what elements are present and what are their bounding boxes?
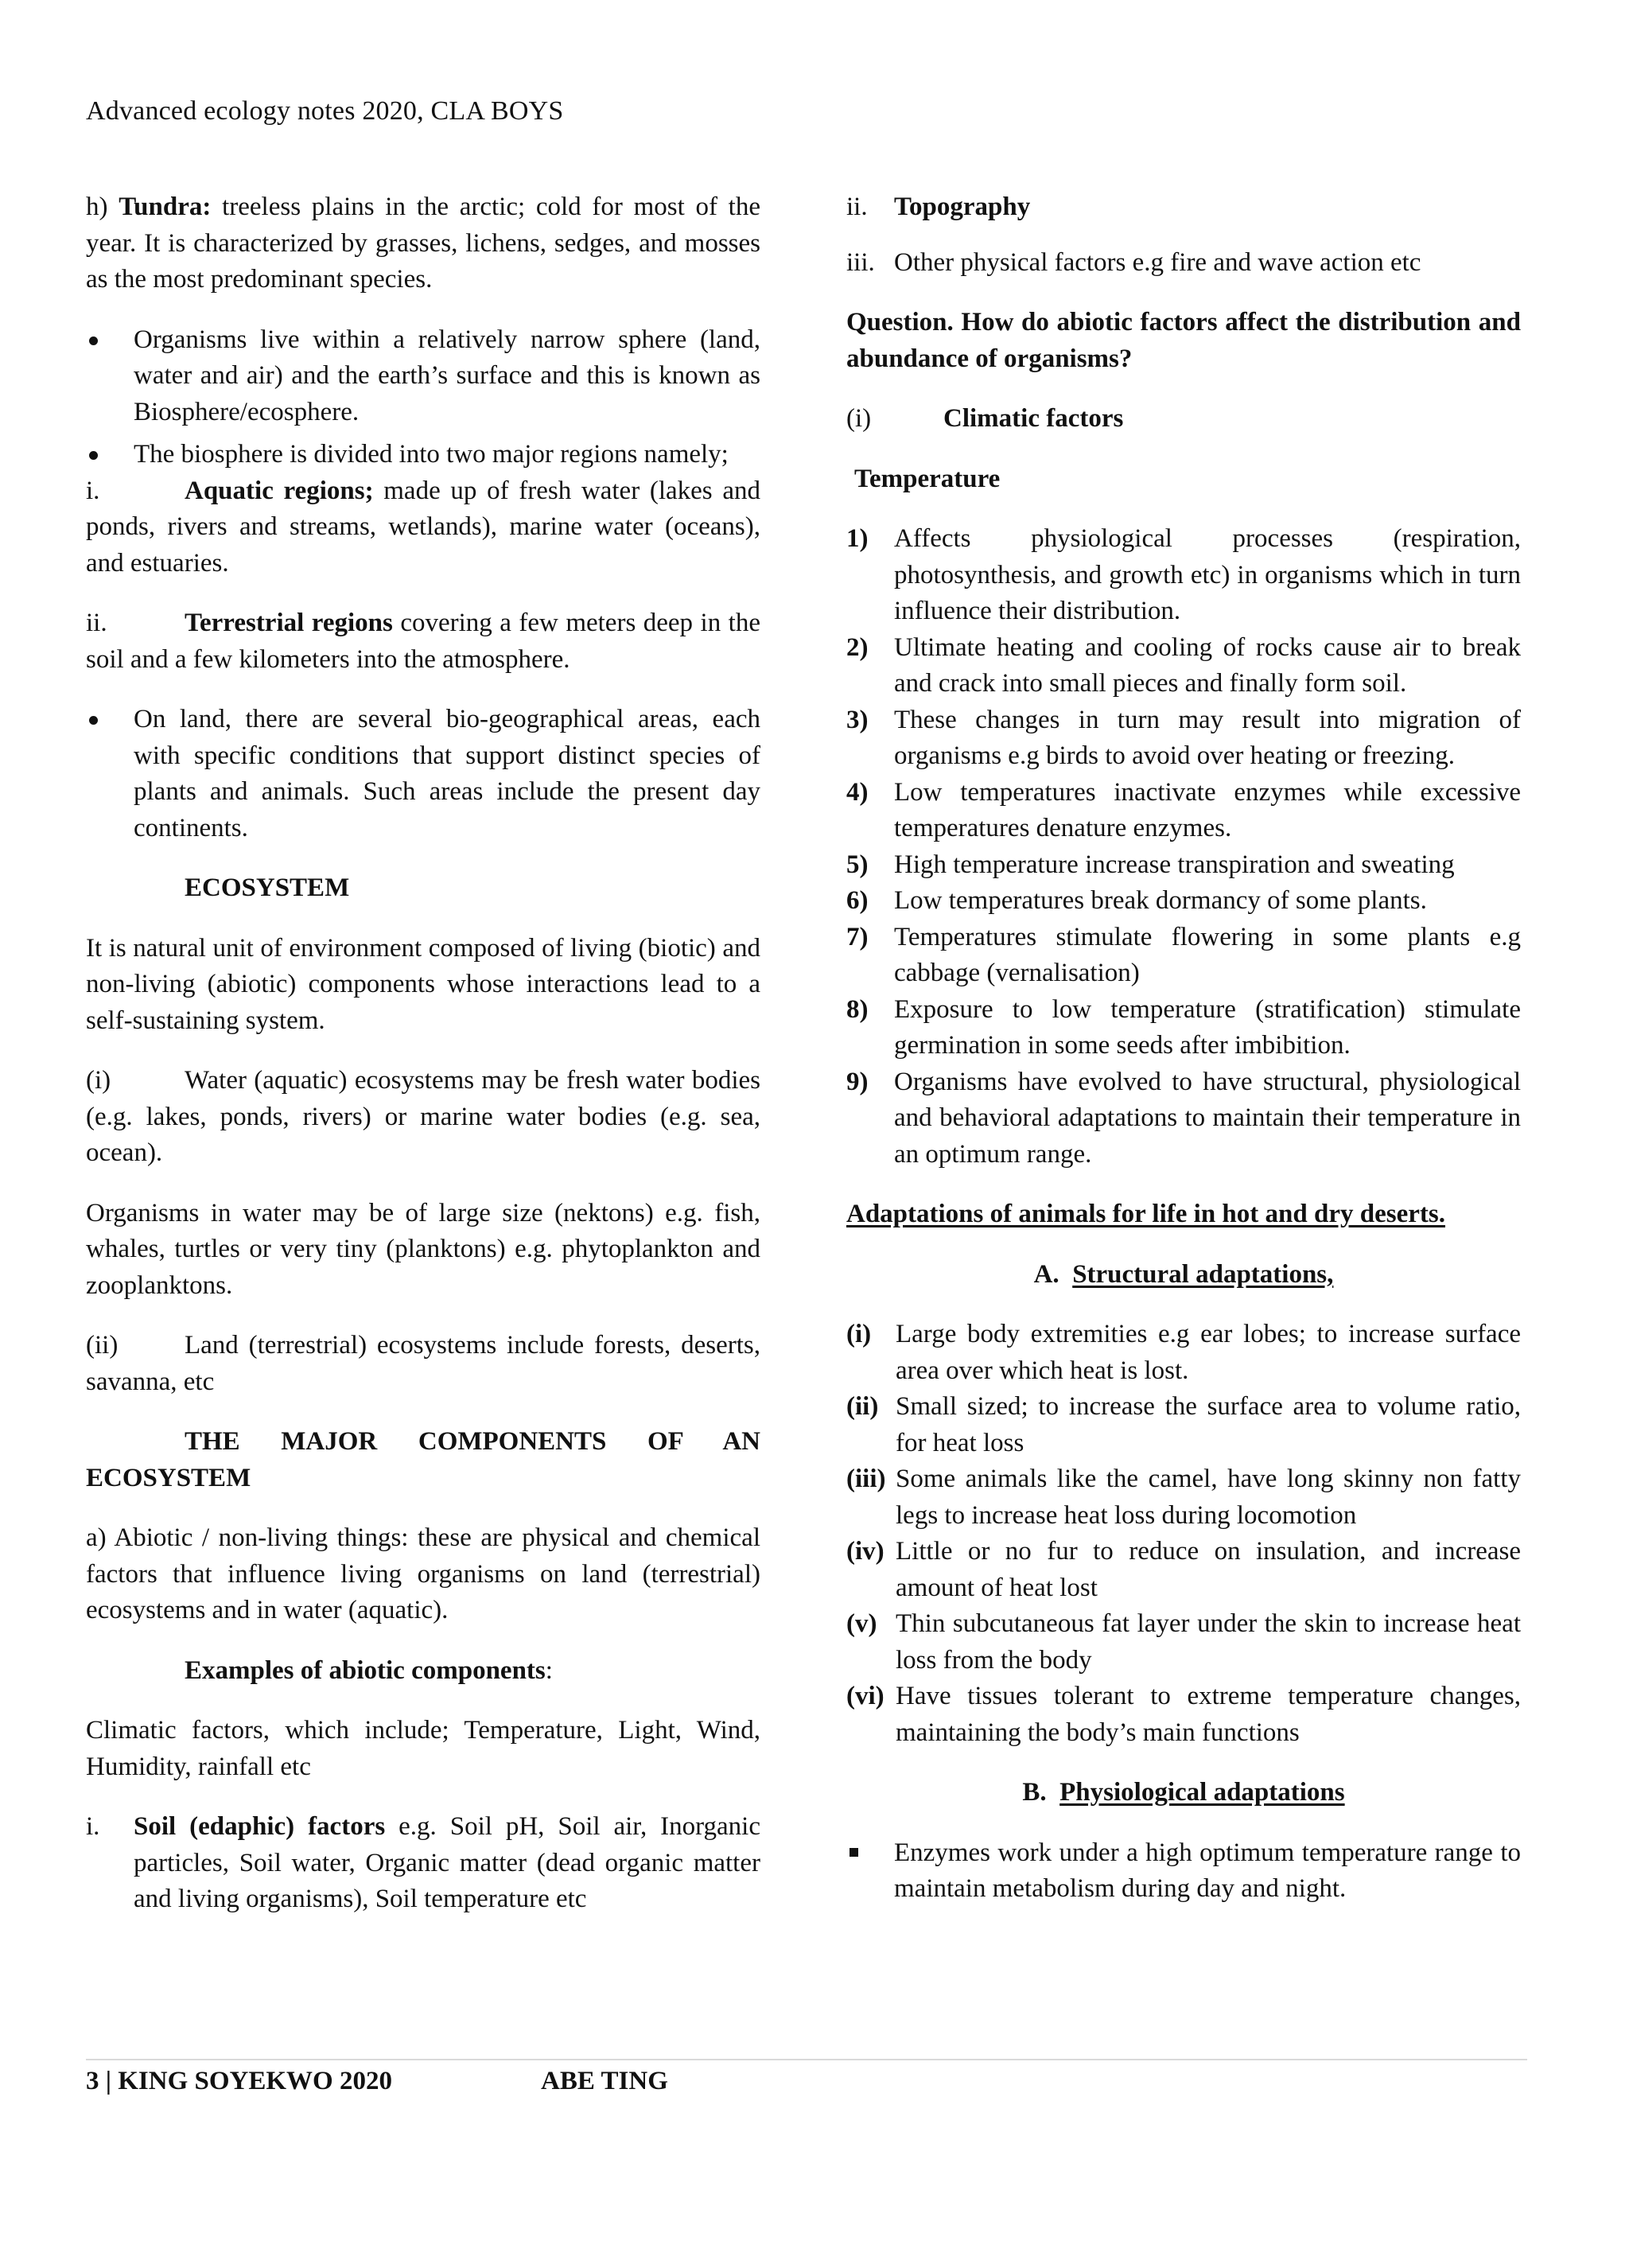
list-item-number: (ii) [846,1392,879,1421]
organisms-in-water-paragraph: Organisms in water may be of large size (nektons) e.g. fish, whales, turtles or very tiny (planktons) e.g. phytoplankton and zooplanktons. [86,1198,760,1300]
water-ecosystems-paragraph: (i) Water (aquatic) ecosystems may be fresh water bodies (e.g. lakes, ponds, rivers) or marine water bodies (e.g. sea, ocean). [86,1066,760,1167]
examples-heading: Examples of abiotic components: [185,1655,553,1685]
list-item: Enzymes work under a high optimum temperature range to maintain metabolism during day and night. [846,1835,1521,1908]
list-item [846,775,1521,847]
tundra-label: Tundra: [119,193,212,221]
list-item [846,1317,1521,1389]
abiotic-paragraph: a) Abiotic / non-living things: these are physical and chemical factors that influence living organisms on land (terrestrial) ecosystems and in water (aquatic). [86,1523,760,1624]
list-item-text: Large body extremities e.g ear lobes; to increase surface area over which heat is lost. [896,1320,1521,1385]
list-item [846,630,1521,702]
list-item-number: 7) [846,922,869,951]
temperature-heading: Temperature [854,464,1001,493]
physiological-points [846,1835,1521,1908]
list-item-text: These changes in turn may result into migration of organisms e.g birds to avoid over heating or freezing. [894,705,1521,770]
components-heading: THE MAJOR COMPONENTS OF AN ECOSYSTEM [86,1427,760,1492]
footer-left: 3 | KING SOYEKWO 2020 [86,2067,392,2095]
list-item [846,883,1521,920]
list-item-number: (vi) [846,1682,884,1710]
topography-item: ii. Topography [846,193,1031,221]
list-item-text: Small sized; to increase the surface area to volume ratio, for heat loss [896,1392,1521,1457]
list-item-number: (i) [846,1320,872,1348]
continents-bullets [86,702,760,846]
list-item: Organisms live within a relatively narrow sphere (land, water and air) and the earth’s surface and this is known as Biosphere/ecosphere. [86,322,760,431]
question-heading: Question. How do abiotic factors affect the distribution and abundance of organisms? [846,308,1521,373]
ecosystem-heading: ECOSYSTEM [185,873,350,902]
list-item-text: Organisms have evolved to have structural, physiological and behavioral adaptations to maintain their temperature in an optimum range. [894,1067,1521,1169]
list-item-number: 3) [846,705,869,734]
list-item [846,1064,1521,1173]
list-item [846,521,1521,630]
bullet-icon [89,451,98,460]
page-footer [86,2064,668,2099]
list-item [846,1389,1521,1461]
list-item-number: 1) [846,524,869,553]
footer-right: ABE TING [541,2067,668,2095]
list-item-number: (v) [846,1609,877,1638]
climatic-factors-heading: (i) Climatic factors [846,404,1124,433]
list-item [846,702,1521,775]
temperature-points [846,521,1521,1173]
list-item [846,992,1521,1064]
tundra-paragraph: h) Tundra: treeless plains in the arctic; cold for most of the year. It is characterized by grasses, lichens, sedges, and mosses as the most predominant species. [86,193,760,294]
list-item-number: 9) [846,1067,869,1096]
list-item [846,1606,1521,1679]
ecosystem-definition: It is natural unit of environment composed of living (biotic) and non-living (abiotic) components whose interactions lead to a self-sustaining system. [86,933,760,1035]
list-item-text: Little or no fur to reduce on insulation, and increase amount of heat lost [896,1537,1521,1602]
page-header: Advanced ecology notes 2020, CLA BOYS [86,96,564,126]
adaptations-heading: Adaptations of animals for life in hot and dry deserts. [846,1200,1445,1228]
list-item-text: Exposure to low temperature (stratification) stimulate germination in some seeds after imbibition. [894,994,1521,1060]
list-item [846,1534,1521,1606]
list-item-text: Thin subcutaneous fat layer under the skin to increase heat loss from the body [896,1609,1521,1675]
physiological-heading: B. Physiological adaptations [1022,1778,1345,1807]
terrestrial-regions-paragraph: ii. Terrestrial regions covering a few meters deep in the soil and a few kilometers into the atmosphere. [86,609,760,674]
structural-heading: A. Structural adaptations, [1033,1259,1334,1289]
list-item-number: 6) [846,886,869,915]
list-item-number: 8) [846,994,869,1024]
other-physical-factors-item: iii. Other physical factors e.g fire and wave action etc [846,247,1421,277]
list-item [846,847,1521,884]
structural-points [846,1317,1521,1751]
list-item-number: 5) [846,850,869,879]
list-item: The biosphere is divided into two major regions namely; [86,437,760,473]
climatic-factors-paragraph: Climatic factors, which include; Temperature, Light, Wind, Humidity, rainfall etc [86,1716,760,1781]
list-item-text: High temperature increase transpiration and sweating [894,850,1455,879]
list-item-text: Some animals like the camel, have long skinny non fatty legs to increase heat loss during locomotion [896,1465,1521,1530]
list-item [846,1461,1521,1534]
square-bullet-icon [849,1848,858,1857]
list-item-number: (iv) [846,1537,884,1566]
list-item-text: Low temperatures break dormancy of some plants. [894,886,1427,915]
right-column [846,189,1521,1931]
bullet-icon [89,337,98,345]
list-item: On land, there are several bio-geographical areas, each with specific conditions that support distinct species of plants and animals. Such areas include the present day continents. [86,702,760,846]
list-item-number: (iii) [846,1465,886,1493]
left-column [86,189,760,1918]
soil-factors-item: i. Soil (edaphic) factors e.g. Soil pH, Soil air, Inorganic particles, Soil water, Organic matter (dead organic matter and living organisms), Soil temperature etc [86,1812,760,1913]
list-item [846,1679,1521,1751]
list-item-text: Have tissues tolerant to extreme temperature changes, maintaining the body’s main functions [896,1682,1521,1747]
list-item-number: 4) [846,777,869,807]
list-item-number: 2) [846,632,869,662]
footer-divider [86,2059,1527,2060]
aquatic-regions-paragraph: i. Aquatic regions; made up of fresh water (lakes and ponds, rivers and streams, wetlands), marine water (oceans), and estuaries. [86,476,760,578]
list-item [846,920,1521,992]
biosphere-bullets [86,322,760,473]
tundra-text: treeless plains in the arctic; cold for most of the year. It is characterized by grasses, lichens, sedges, and mosses as the most predominant species. [86,193,760,294]
list-item-text: Temperatures stimulate flowering in some plants e.g cabbage (vernalisation) [894,922,1521,987]
land-ecosystems-paragraph: (ii) Land (terrestrial) ecosystems include forests, deserts, savanna, etc [86,1331,760,1396]
bullet-icon [89,716,98,725]
list-item-text: Ultimate heating and cooling of rocks cause air to break and crack into small pieces and finally form soil. [894,632,1521,698]
list-item-text: Low temperatures inactivate enzymes while excessive temperatures denature enzymes. [894,777,1521,842]
list-item-text: Affects physiological processes (respiration, photosynthesis, and growth etc) in organisms which in turn influence their distribution. [894,524,1521,625]
